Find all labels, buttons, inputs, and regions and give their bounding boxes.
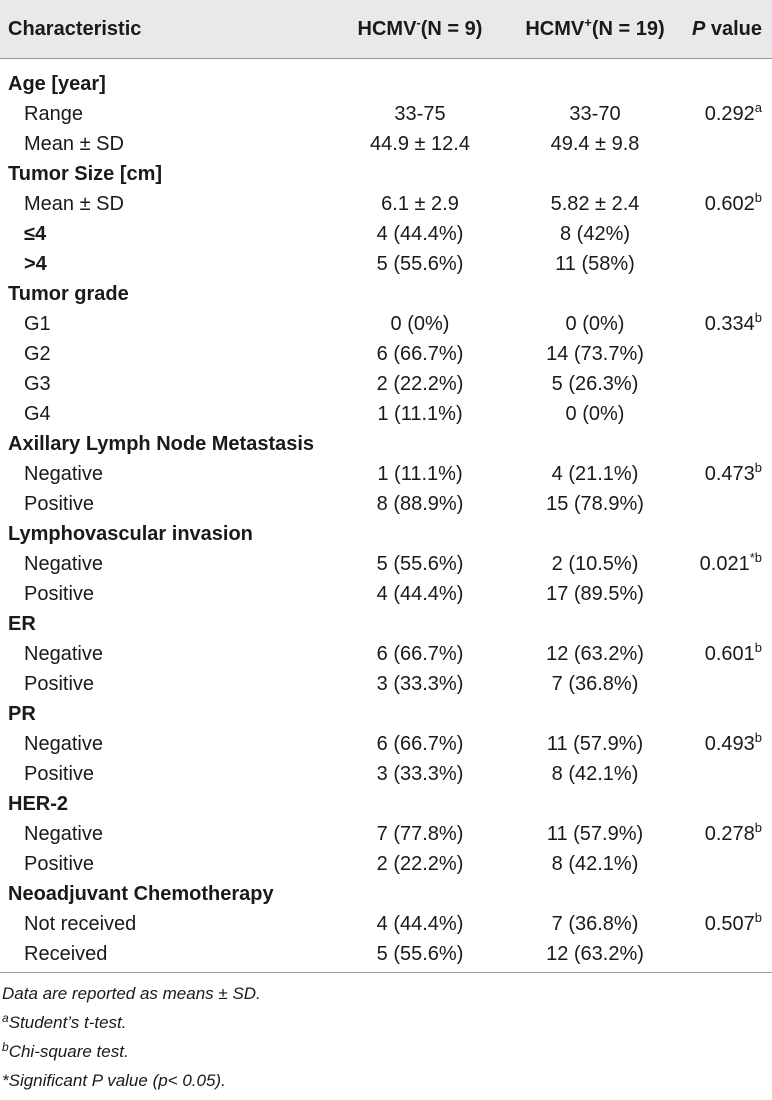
p-value [690,551,762,577]
hcmv-negative-value: 6 (66.7%) [376,733,464,755]
hcmv-negative-value: 5 (55.6%) [376,553,464,575]
section-label: Neoadjuvant Chemotherapy [8,883,274,905]
section-row [0,69,772,99]
hcmv-positive-value: 12 (63.2%) [546,643,644,665]
table-row [0,369,772,399]
footnote-text: *Significant P value (p< 0.05). [2,1071,226,1090]
hcmv-negative-value: 2 (22.2%) [376,853,464,875]
hcmv-positive-value: 8 (42.1%) [551,763,639,785]
hcmv-negative-value: 6 (66.7%) [376,643,464,665]
p-value-superscript: b [754,820,762,835]
footer-divider [0,972,772,973]
row-label: ≤4 [24,223,47,245]
row-label: >4 [24,253,47,275]
hcmv-negative-value: 4 (44.4%) [376,913,464,935]
p-value [690,191,762,217]
table-row [0,639,772,669]
hcmv-positive-value: 0 (0%) [565,403,625,425]
hcmv-negative-value: 3 (33.3%) [376,673,464,695]
hcmv-negative-value: 2 (22.2%) [376,373,464,395]
p-value-number: 0.334 [704,313,755,335]
section-label: HER-2 [8,793,69,815]
table-row [0,99,772,129]
row-label: Negative [24,553,103,575]
section-label: ER [8,613,36,635]
section-row [0,879,772,909]
hcmv-positive-value: 4 (21.1%) [551,463,639,485]
p-value-superscript: b [754,640,762,655]
section-label: Axillary Lymph Node Metastasis [8,433,315,455]
hcmv-negative-value: 4 (44.4%) [376,583,464,605]
section-row [0,789,772,819]
section-label: Tumor Size [cm] [8,163,163,185]
row-label: Positive [24,583,95,605]
p-value [690,641,762,667]
p-value-number: 0.507 [704,913,755,935]
row-label: Mean ± SD [24,193,124,215]
row-label: Positive [24,853,95,875]
table-row [0,129,772,159]
hcmv-positive-value: 12 (63.2%) [546,943,644,965]
hcmv-negative-value: 44.9 ± 12.4 [370,133,470,155]
hcmv-positive-value: 15 (78.9%) [546,493,644,515]
p-value-superscript: b [754,190,762,205]
row-label: Negative [24,463,103,485]
table-row [0,459,772,489]
hcmv-negative-value: 5 (55.6%) [376,943,464,965]
section-label: PR [8,703,36,725]
section-label: Lymphovascular invasion [8,523,253,545]
table-header [0,0,772,59]
p-value-superscript: b [754,910,762,925]
hcmv-positive-value: 7 (36.8%) [551,913,639,935]
table-row [0,729,772,759]
row-label: Negative [24,823,103,845]
p-value-superscript: b [754,730,762,745]
footnote [2,1070,226,1092]
row-label: Mean ± SD [24,133,124,155]
row-label: Positive [24,763,95,785]
row-label: Not received [24,913,137,935]
hcmv-positive-value: 7 (36.8%) [551,673,639,695]
table-row [0,189,772,219]
hcmv-positive-value: 8 (42.1%) [551,853,639,875]
section-label: Age [year] [8,73,106,95]
hcmv-negative-value: 6 (66.7%) [376,343,464,365]
table-row [0,219,772,249]
hcmv-negative-value: 6.1 ± 2.9 [381,193,459,215]
footnote-text: Student’s t-test. [8,1013,127,1032]
row-label: G3 [24,373,51,395]
header-p-value: P value [691,18,762,40]
footnote [2,1012,127,1034]
hcmv-negative-value: 7 (77.8%) [376,823,464,845]
hcmv-positive-value: 14 (73.7%) [546,343,644,365]
section-row [0,519,772,549]
hcmv-positive-value: 5.82 ± 2.4 [550,193,640,215]
table-row [0,909,772,939]
section-row [0,159,772,189]
hcmv-positive-value: 11 (57.9%) [546,823,644,845]
p-value-superscript: *b [749,550,762,565]
hcmv-positive-value: 8 (42%) [559,223,631,245]
row-label: G1 [24,313,51,335]
table-row [0,339,772,369]
p-value [690,911,762,937]
table-row [0,759,772,789]
row-label: Positive [24,493,95,515]
row-label: Negative [24,643,103,665]
hcmv-negative-value: 3 (33.3%) [376,763,464,785]
row-label: Range [24,103,83,125]
row-label: G2 [24,343,51,365]
table-row [0,309,772,339]
p-value [690,311,762,337]
section-row [0,609,772,639]
table-row [0,489,772,519]
hcmv-negative-value: 1 (11.1%) [377,463,463,485]
footnote-marker: b [2,1040,9,1054]
table-row [0,819,772,849]
hcmv-positive-value: 11 (57.9%) [546,733,644,755]
section-row [0,699,772,729]
p-value [690,461,762,487]
hcmv-negative-value: 33-75 [394,103,446,125]
p-value [690,821,762,847]
hcmv-positive-value: 17 (89.5%) [546,583,644,605]
footnote-text: Chi-square test. [8,1042,129,1061]
hcmv-negative-value: 1 (11.1%) [377,403,463,425]
p-value-number: 0.021 [699,553,750,575]
table-row [0,549,772,579]
p-value-number: 0.473 [704,463,755,485]
p-value [690,731,762,757]
footnote [2,1041,129,1063]
p-value-superscript: b [754,310,762,325]
header-hcmv-positive: HCMV+(N = 19) [525,15,665,40]
p-value [690,101,762,127]
row-label: Received [24,943,108,965]
hcmv-positive-value: 49.4 ± 9.8 [550,133,640,155]
p-value-number: 0.278 [704,823,755,845]
p-value-number: 0.292 [704,103,755,125]
section-row [0,429,772,459]
section-label: Tumor grade [8,283,129,305]
footnote-text: Data are reported as means ± SD. [2,984,261,1003]
p-value-number: 0.602 [704,193,755,215]
table-row [0,939,772,969]
header-characteristic: Characteristic [8,18,142,40]
table-row [0,849,772,879]
p-value-number: 0.601 [704,643,755,665]
header-hcmv-negative: HCMV-(N = 9) [357,15,483,40]
row-label: Positive [24,673,95,695]
row-label: G4 [24,403,51,425]
p-value-number: 0.493 [704,733,755,755]
hcmv-positive-value: 33-70 [569,103,621,125]
hcmv-negative-value: 0 (0%) [390,313,450,335]
p-value-superscript: b [754,460,762,475]
table-row [0,249,772,279]
hcmv-negative-value: 5 (55.6%) [376,253,464,275]
p-value-superscript: a [754,100,762,115]
row-label: Negative [24,733,103,755]
hcmv-positive-value: 11 (58%) [555,253,635,275]
table-row [0,669,772,699]
hcmv-positive-value: 5 (26.3%) [551,373,639,395]
table-row [0,399,772,429]
footnote [2,983,261,1005]
hcmv-positive-value: 0 (0%) [565,313,625,335]
hcmv-positive-value: 2 (10.5%) [551,553,639,575]
table-row [0,579,772,609]
hcmv-negative-value: 4 (44.4%) [376,223,464,245]
hcmv-negative-value: 8 (88.9%) [376,493,464,515]
footnote-marker: a [2,1011,9,1025]
section-row [0,279,772,309]
